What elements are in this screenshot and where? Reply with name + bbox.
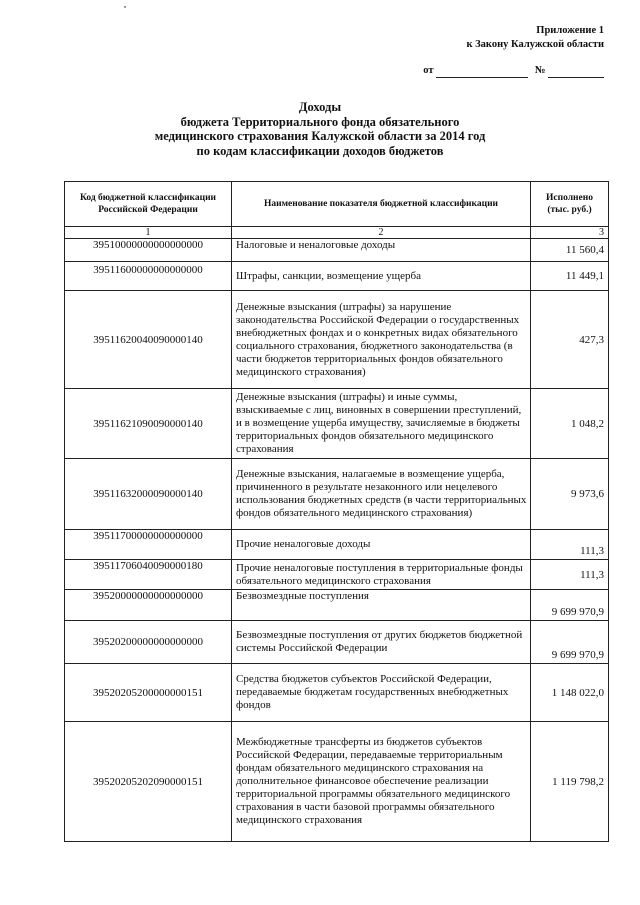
row-code: 39511700000000000000: [65, 530, 232, 560]
title-line-4: по кодам классификации доходов бюджетов: [196, 143, 444, 158]
annex-date-number-line: [423, 64, 604, 78]
header-amount: Исполнено (тыс. руб.): [531, 182, 609, 227]
row-amount: 111,3: [531, 530, 609, 560]
row-name: Денежные взыскания (штрафы) и иные суммы, взыскиваемые с лиц, виновных в совершении преступлений, и в возмещение ущерба имуществу, зачисляемые в бюджеты территориальных фондов обязательного медицинского страхования: [232, 389, 531, 459]
row-code: 39511706040090000180: [65, 560, 232, 590]
row-code: 39520205202090000151: [65, 722, 232, 842]
table-row: [65, 262, 609, 291]
row-code: 39520200000000000000: [65, 621, 232, 664]
row-code: 39511632000090000140: [65, 459, 232, 530]
column-number: 2: [232, 227, 531, 239]
row-amount: 111,3: [531, 560, 609, 590]
row-amount: 427,3: [531, 291, 609, 389]
table-row: [65, 560, 609, 590]
row-name: Безвозмездные поступления от других бюджетов бюджетной системы Российской Федерации: [232, 621, 531, 664]
title-line-2: бюджета Территориального фонда обязательного: [180, 114, 460, 129]
table-row: [65, 389, 609, 459]
row-name: Безвозмездные поступления: [232, 590, 531, 621]
scan-speck: [124, 6, 126, 8]
row-amount: 1 119 798,2: [531, 722, 609, 842]
row-amount: 11 560,4: [531, 239, 609, 262]
annex-number: Приложение 1: [536, 25, 604, 36]
table-row: [65, 291, 609, 389]
row-name: Денежные взыскания, налагаемые в возмещение ущерба, причиненного в результате незаконного или нецелевого использования бюджетных средств (в части территориальных фондов обязательного медицинского страхования): [232, 459, 531, 530]
annex-header: [423, 24, 604, 78]
table-row: [65, 530, 609, 560]
row-name: Штрафы, санкции, возмещение ущерба: [232, 262, 531, 291]
table-row: [65, 722, 609, 842]
column-number: 1: [65, 227, 232, 239]
number-label: №: [534, 65, 546, 76]
row-name: Прочие неналоговые доходы: [232, 530, 531, 560]
row-amount: 11 449,1: [531, 262, 609, 291]
number-blank: [548, 77, 604, 78]
header-code: Код бюджетной классификации Российской Федерации: [65, 182, 232, 227]
annex-law-reference: к Закону Калужской области: [466, 39, 604, 50]
row-code: 39511621090090000140: [65, 389, 232, 459]
column-number-row: [65, 227, 609, 239]
row-amount: 9 699 970,9: [531, 621, 609, 664]
row-code: 39511620040090000140: [65, 291, 232, 389]
row-code: 39520205200000000151: [65, 664, 232, 722]
header-name: Наименование показателя бюджетной классификации: [232, 182, 531, 227]
row-name: Денежные взыскания (штрафы) за нарушение законодательства Российской Федерации о государственных внебюджетных фондах и о конкретных видах обязательного социального страхования, бюджетного законодательства (в части бюджетов территориальных фондов обязательного медицинского страхования): [232, 291, 531, 389]
row-name: Налоговые и неналоговые доходы: [232, 239, 531, 262]
title-line-1: Доходы: [298, 100, 342, 114]
row-amount: 1 148 022,0: [531, 664, 609, 722]
row-name: Средства бюджетов субъектов Российской Федерации, передаваемые бюджетам государственных внебюджетных фондов: [232, 664, 531, 722]
row-amount: 9 973,6: [531, 459, 609, 530]
row-code: 39510000000000000000: [65, 239, 232, 262]
table-row: [65, 621, 609, 664]
table-row: [65, 590, 609, 621]
row-name: Прочие неналоговые поступления в территориальные фонды обязательного медицинского страхования: [232, 560, 531, 590]
table-row: [65, 459, 609, 530]
row-name: Межбюджетные трансферты из бюджетов субъектов Российской Федерации, передаваемые территориальным фондам обязательного медицинского страхования на дополнительное финансовое обеспечение реализации территориальной программы обязательного медицинского страхования в части базовой программы обязательного медицинского страхования: [232, 722, 531, 842]
document-title: [0, 100, 640, 158]
table-header-row: [65, 182, 609, 227]
title-line-3: медицинского страхования Калужской области за 2014 год: [154, 129, 486, 143]
date-label: от: [423, 65, 434, 76]
revenue-table: [64, 181, 609, 842]
row-amount: 1 048,2: [531, 389, 609, 459]
column-number: 3: [531, 227, 609, 239]
row-code: 39511600000000000000: [65, 262, 232, 291]
table-row: [65, 239, 609, 262]
date-blank: [436, 77, 528, 78]
table-row: [65, 664, 609, 722]
row-code: 39520000000000000000: [65, 590, 232, 621]
row-amount: 9 699 970,9: [531, 590, 609, 621]
